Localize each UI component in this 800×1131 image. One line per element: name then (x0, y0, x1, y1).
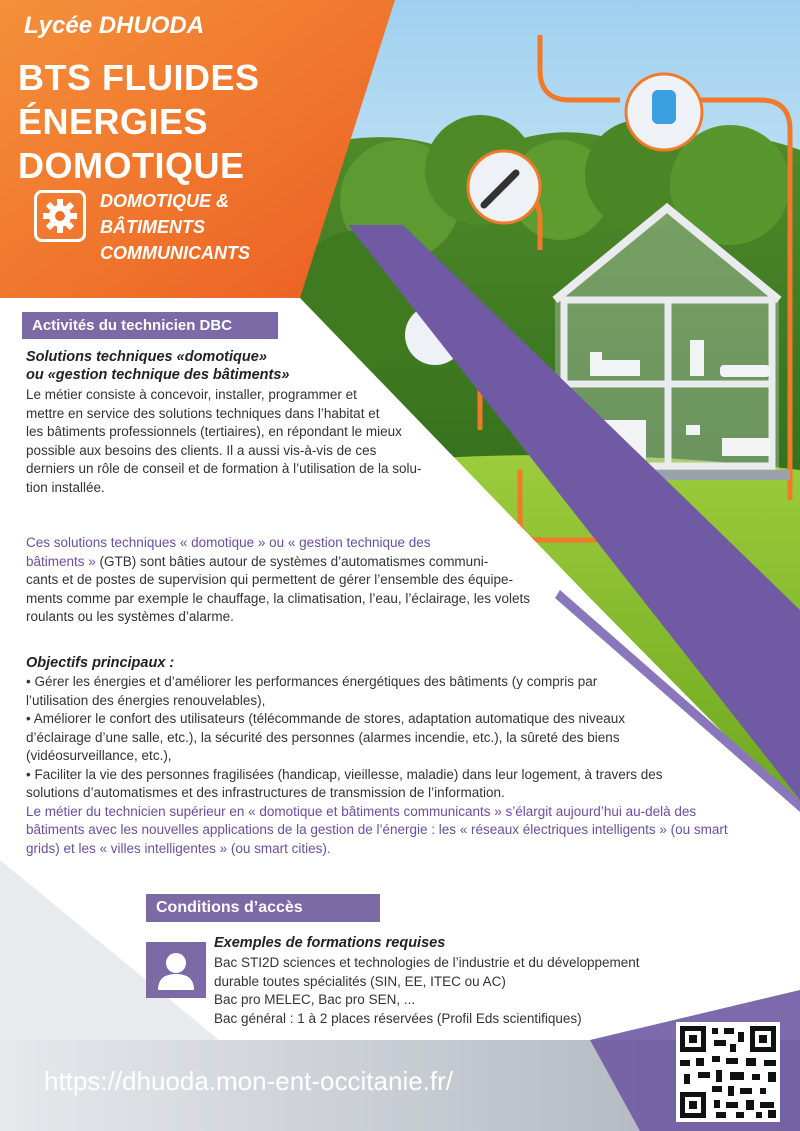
school-name: Lycée DHUODA (24, 12, 205, 39)
text-line: bâtiments avec les nouvelles applications de la gestion de l’énergie : les « réseaux électriques intelligents » (ou smart (26, 822, 728, 837)
qr-code[interactable] (676, 1022, 780, 1122)
list-item: Bac général : 1 à 2 places réservées (Profil Eds scientifiques) (214, 1010, 582, 1026)
requirements-list (214, 954, 674, 1028)
section-label-activities: Activités du technicien DBC (22, 312, 278, 339)
title-line: ÉNERGIES (18, 101, 209, 142)
heading-line: ou «gestion technique des bâtiments» (26, 367, 290, 383)
list-item: Bac STI2D sciences et technologies de l’industrie et du développement (214, 955, 640, 970)
text-line: grids) et les « villes intelligentes » (ou smart cities). (26, 840, 331, 856)
title-line: DOMOTIQUE (18, 145, 245, 186)
title-line: BTS FLUIDES (18, 57, 260, 98)
person-icon (146, 942, 206, 998)
text-span: (GTB) sont bâties autour de systèmes d’automatismes communi- (95, 553, 489, 569)
list-item: • Améliorer le confort des utilisateurs (télécommande de stores, adaptation automatique des niveaux (26, 711, 626, 726)
page-title (18, 56, 260, 188)
list-item: • Gérer les énergies et d’améliorer les performances énergétiques des bâtiments (y compris par (26, 674, 598, 689)
subtitle-line: COMMUNICANTS (100, 243, 250, 263)
text-line: ments comme par exemple le chauffage, la climatisation, l’eau, l’éclairage, les volets (26, 590, 530, 606)
text-line: tion installée. (26, 479, 105, 495)
text-line: possible aux besoins des clients. Il a aussi vis-à-vis de ces (26, 442, 377, 458)
website-url[interactable]: https://dhuoda.mon-ent-occitanie.fr/ (44, 1066, 454, 1096)
heading-line: Solutions techniques «domotique» (26, 349, 267, 365)
objectives-heading: Objectifs principaux : (26, 655, 175, 671)
subtitle (100, 188, 250, 266)
text-line: mettre en service des solutions techniques dans l’habitat et (26, 405, 380, 421)
section-label-access: Conditions d’accès (146, 894, 380, 922)
text-line: les bâtiments professionnels (tertiaires), en répondant le mieux (26, 424, 402, 439)
text-line: roulants ou les systèmes d’alarme. (26, 609, 234, 624)
text-span: bâtiments » (26, 553, 96, 569)
text-line: Ces solutions techniques « domotique » ou « gestion technique des (26, 535, 431, 550)
gear-icon (34, 190, 86, 242)
text-line (26, 553, 586, 572)
text-line: Le métier du technicien supérieur en « domotique et bâtiments communicants » s’élargit aujourd’hui au-delà des (26, 803, 697, 819)
paragraph-metier (26, 386, 486, 497)
list-item: (vidéosurveillance, etc.), (26, 748, 172, 763)
section-heading (26, 348, 289, 384)
list-item: • Faciliter la vie des personnes fragilisées (handicap, vieillesse, maladie) dans leur logement, à travers des (26, 766, 663, 782)
text-line: cants et de postes de supervision qui permettent de gérer l’ensemble des équipe- (26, 572, 514, 587)
text-line: Le métier consiste à concevoir, installer, programmer et (26, 387, 357, 402)
list-item: durable toutes spécialités (SIN, EE, ITEC ou AC) (214, 973, 506, 989)
text-line: derniers un rôle de conseil et de formation à l’utilisation de la solu- (26, 461, 422, 476)
subtitle-line: DOMOTIQUE & (100, 191, 229, 211)
list-item: d’éclairage d’une salle, etc.), la sécurité des personnes (alarmes incendie, etc.), la sûreté des biens (26, 729, 620, 745)
list-item: l’utilisation des énergies renouvelables), (26, 692, 266, 708)
subtitle-line: BÂTIMENTS (100, 217, 205, 237)
list-item: Bac pro MELEC, Bac pro SEN, ... (214, 992, 416, 1007)
objectives-list (26, 673, 786, 858)
requirements-heading: Exemples de formations requises (214, 935, 446, 951)
paragraph-solutions (26, 534, 586, 627)
list-item: solutions d’automatismes et des infrastructures de transmission de l’information. (26, 785, 505, 800)
